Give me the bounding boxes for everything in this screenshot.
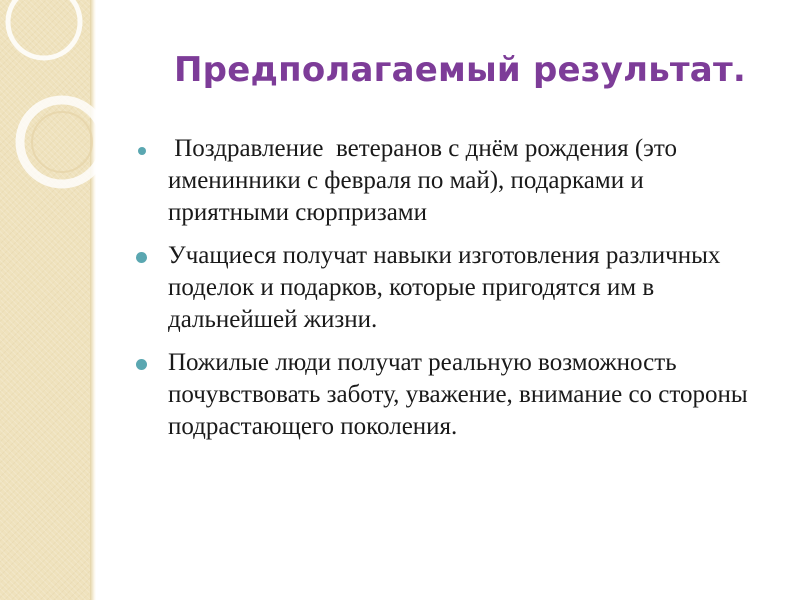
bullet-text: Учащиеся получат навыки изготовления различных поделок и подарков, которые пригодятся им в дальнейшей жизни. xyxy=(168,242,727,333)
list-item xyxy=(130,240,770,336)
slide-title: Предполагаемый результат. xyxy=(174,50,746,90)
list-item xyxy=(130,347,770,443)
bullet-text: Пожилые люди получат реальную возможность почувствовать заботу, уважение, внимание со стороны подрастающего поколения. xyxy=(168,349,754,440)
decorative-circles xyxy=(0,0,96,600)
bullet-dot-icon xyxy=(136,359,147,370)
bullet-list xyxy=(130,133,770,454)
bullet-text: Поздравление ветеранов с днём рождения (это именинники с февраля по май), подарками и приятными сюрпризами xyxy=(168,135,684,226)
bullet-dot-icon xyxy=(138,147,146,155)
list-item xyxy=(130,133,770,229)
bullet-dot-icon xyxy=(136,252,147,263)
